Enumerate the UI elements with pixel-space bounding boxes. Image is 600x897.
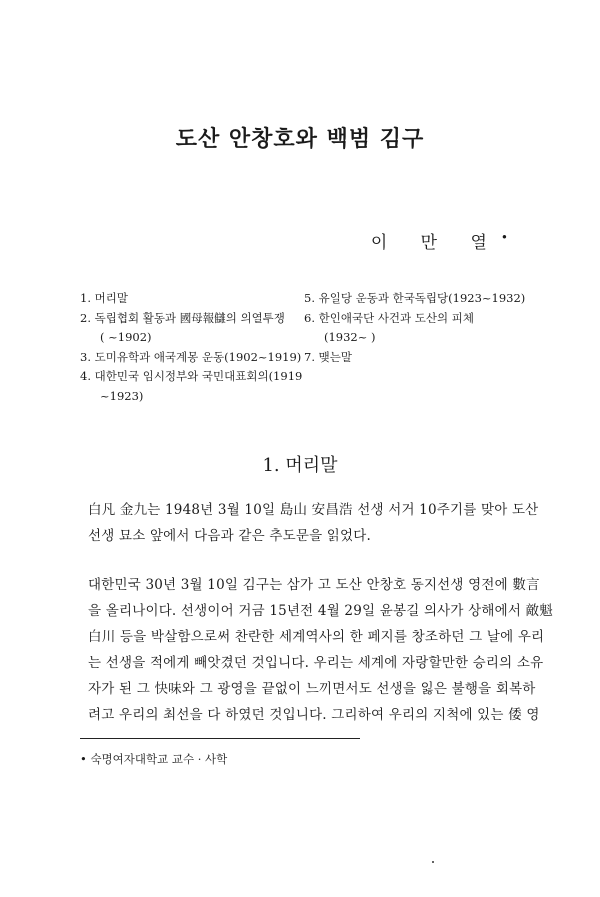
page-title: 도산 안창호와 백범 김구 xyxy=(175,126,425,152)
toc-entry: 5. 유일당 운동과 한국독립당(1923~1932) xyxy=(304,291,526,305)
toc-entry: ( ~1902) xyxy=(100,330,152,344)
author-name xyxy=(371,228,508,253)
toc-entry: 2. 독립협회 활동과 國母報讎의 의열투쟁 xyxy=(80,310,285,325)
text-line: 선생 묘소 앞에서 다음과 같은 추도문을 읽었다. xyxy=(88,528,372,544)
toc-entry: (1932~ ) xyxy=(324,330,376,344)
text-line: 대한민국 30년 3월 10일 김구는 삼가 고 도산 안창호 동지선생 영전에 數言 xyxy=(88,577,540,593)
toc-right-column xyxy=(304,289,534,367)
text-line: 자가 된 그 快味와 그 광영을 끝없이 느끼면서도 선생을 잃은 불행을 회복하 xyxy=(88,681,536,697)
toc-entry: 3. 도미유학과 애국계몽 운동(1902~1919) xyxy=(80,349,302,364)
paragraph-intro xyxy=(88,497,539,549)
toc-entry: ~1923) xyxy=(100,388,144,403)
toc-entry: 7. 맺는말 xyxy=(304,349,352,364)
author-footnote-mark: • xyxy=(500,230,508,245)
author-label: 이 만 열 xyxy=(370,233,501,253)
text-line: 白川 등을 박살함으로써 찬란한 세계역사의 한 페지를 창조하던 그 날에 우리 xyxy=(88,629,545,645)
text-line: 는 선생을 적에게 빼앗겼던 것입니다. 우리는 세계에 자랑할만한 승리의 소유 xyxy=(88,655,544,671)
page-speck xyxy=(432,861,434,863)
text-line: 려고 우리의 최선을 다 하였던 것입니다. 그리하여 우리의 지척에 있는 倭 영 xyxy=(88,707,540,723)
text-line: 을 올리나이다. 선생이어 거금 15년전 4월 29일 윤봉길 의사가 상해에서 敵魁 xyxy=(88,603,554,619)
footnote: • 숙명여자대학교 교수 · 사학 xyxy=(80,752,228,766)
footnote-divider xyxy=(80,738,360,739)
toc-entry: 1. 머리말 xyxy=(80,291,128,305)
text-line: 白凡 金九는 1948년 3월 10일 島山 安昌浩 선생 서거 10주기를 맞아 도산 xyxy=(88,502,539,518)
toc-entry: 4. 대한민국 임시정부와 국민대표회의(1919 xyxy=(80,369,303,383)
toc-left-column xyxy=(80,289,310,406)
toc-entry: 6. 한인애국단 사건과 도산의 피체 xyxy=(304,310,475,325)
section-heading: 1. 머리말 xyxy=(262,455,338,476)
paragraph-quote xyxy=(88,572,554,728)
